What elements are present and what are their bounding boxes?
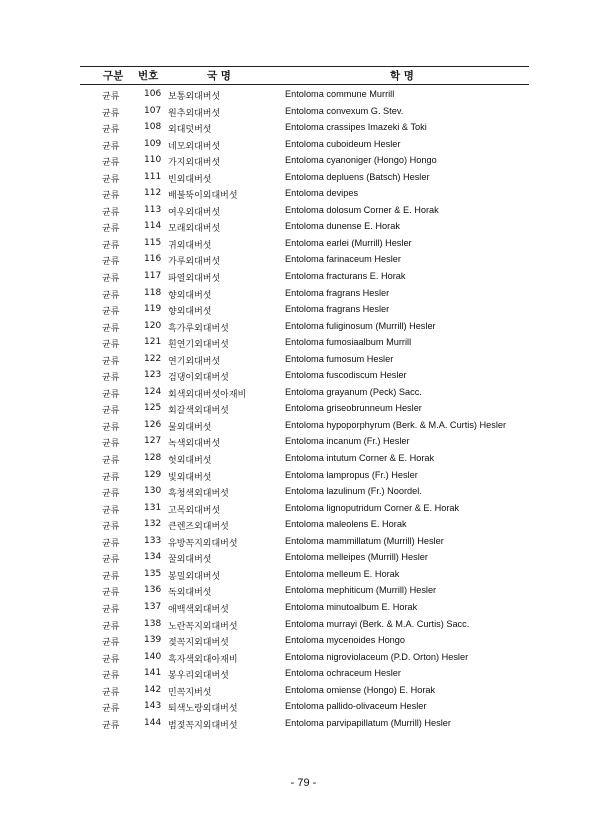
cell-number: 129 [144,469,162,480]
cell-number: 135 [144,568,162,579]
cell-scientific-name: Entoloma intutum Corner & E. Horak [285,453,435,464]
table-row [80,516,529,533]
table-row [80,582,529,599]
cell-scientific-name: Entoloma nigroviolaceum (P.D. Orton) Hesler [285,651,469,662]
cell-korean-name: 빈외대버섯 [168,174,212,185]
cell-number: 125 [144,403,162,414]
cell-korean-name: 회색외대버섯아재비 [168,389,247,400]
table-row [80,301,529,318]
cell-category: 균류 [102,704,120,715]
cell-number: 108 [144,122,162,133]
cell-number: 117 [144,271,162,282]
cell-korean-name: 흑자색외대아재비 [168,654,238,665]
cell-category: 균류 [102,472,120,483]
table-row [80,119,529,136]
cell-category: 균류 [102,108,120,119]
cell-category: 균류 [102,389,120,400]
table-row [80,86,529,103]
cell-category: 균류 [102,340,120,351]
cell-number: 141 [144,668,162,679]
cell-category: 균류 [102,373,120,384]
cell-number: 134 [144,552,162,563]
cell-category: 균류 [102,522,120,533]
table-row [80,417,529,434]
table-row [80,599,529,616]
cell-scientific-name: Entoloma dolosum Corner & E. Horak [285,204,439,215]
cell-korean-name: 향외대버섯 [168,307,212,318]
cell-scientific-name: Entoloma pallido-olivaceum Hesler [285,701,427,712]
cell-scientific-name: Entoloma devipes [285,188,359,199]
table-row [80,251,529,268]
cell-scientific-name: Entoloma melleipes (Murrill) Hesler [285,552,428,563]
table-row [80,665,529,682]
cell-category: 균류 [102,604,120,615]
cell-number: 113 [144,204,162,215]
cell-korean-name: 연기외대버섯 [168,356,221,367]
cell-korean-name: 흑청색외대버섯 [168,489,229,500]
table-row [80,500,529,517]
cell-korean-name: 흰연기외대버섯 [168,340,229,351]
cell-number: 112 [144,188,162,199]
cell-category: 균류 [102,621,120,632]
cell-korean-name: 회갈색외대버섯 [168,406,229,417]
cell-category: 균류 [102,654,120,665]
table-row [80,566,529,583]
cell-scientific-name: Entoloma cyanoniger (Hongo) Hongo [285,155,437,166]
cell-scientific-name: Entoloma depluens (Batsch) Hesler [285,171,430,182]
cell-korean-name: 꿀외대버섯 [168,555,212,566]
cell-korean-name: 파열외대버섯 [168,274,221,285]
table-row [80,649,529,666]
cell-korean-name: 가루외대버섯 [168,257,221,268]
cell-category: 균류 [102,290,120,301]
cell-category: 균류 [102,422,120,433]
cell-korean-name: 유방꼭지외대버섯 [168,538,238,549]
cell-number: 123 [144,370,162,381]
cell-korean-name: 향외대버섯 [168,290,212,301]
table-row [80,185,529,202]
table-row [80,715,529,732]
cell-category: 균류 [102,638,120,649]
cell-category: 균류 [102,92,120,102]
header-korean-name: 국 명 [207,70,231,82]
cell-category: 균류 [102,505,120,516]
cell-scientific-name: Entoloma fuscodiscum Hesler [285,370,407,381]
table-row [80,351,529,368]
table-row [80,682,529,699]
table-body [80,86,529,731]
table-row [80,433,529,450]
cell-scientific-name: Entoloma dunense E. Horak [285,221,400,232]
cell-korean-name: 보통외대버섯 [168,92,221,102]
cell-korean-name: 범젖꼭지외대버섯 [168,720,238,731]
cell-scientific-name: Entoloma mycenoides Hongo [285,635,406,646]
table-header [80,66,529,85]
table-row [80,698,529,715]
cell-number: 128 [144,453,162,464]
cell-korean-name: 봉밀외대버섯 [168,571,221,582]
cell-scientific-name: Entoloma lazulinum (Fr.) Noordel. [285,486,422,497]
cell-category: 균류 [102,158,120,169]
cell-korean-name: 검댕이외대버섯 [168,373,229,384]
cell-category: 균류 [102,125,120,136]
cell-scientific-name: Entoloma incanum (Fr.) Hesler [285,436,410,447]
page-number: - 79 - [290,777,317,789]
cell-number: 116 [144,254,162,265]
cell-scientific-name: Entoloma fragrans Hesler [285,304,390,315]
cell-scientific-name: Entoloma convexum G. Stev. [285,105,404,116]
cell-scientific-name: Entoloma fumosum Hesler [285,353,394,364]
cell-korean-name: 애백색외대버섯 [168,604,229,615]
table-row [80,152,529,169]
cell-category: 균류 [102,207,120,218]
cell-korean-name: 큰렌즈외대버섯 [168,522,229,533]
cell-category: 균류 [102,174,120,185]
cell-number: 137 [144,601,162,612]
cell-korean-name: 녹색외대버섯 [168,439,221,450]
cell-number: 142 [144,684,162,695]
cell-scientific-name: Entoloma mammillatum (Murrill) Hesler [285,535,444,546]
table-row [80,400,529,417]
cell-number: 132 [144,519,162,530]
cell-scientific-name: Entoloma lignoputridum Corner & E. Horak [285,502,460,513]
cell-number: 109 [144,138,162,149]
cell-korean-name: 봉우리외대버섯 [168,671,229,682]
cell-number: 119 [144,304,162,315]
cell-scientific-name: Entoloma omiense (Hongo) E. Horak [285,684,436,695]
table-row [80,367,529,384]
cell-category: 균류 [102,323,120,334]
cell-category: 균류 [102,356,120,367]
cell-scientific-name: Entoloma ochraceum Hesler [285,668,401,679]
table-row [80,218,529,235]
cell-number: 110 [144,155,162,166]
table-row [80,103,529,120]
cell-number: 106 [144,89,162,99]
cell-number: 111 [144,171,162,182]
cell-korean-name: 헛외대버섯 [168,456,212,467]
cell-number: 126 [144,419,162,430]
cell-category: 균류 [102,555,120,566]
cell-category: 균류 [102,406,120,417]
cell-korean-name: 네모외대버섯 [168,141,221,152]
cell-korean-name: 귀외대버섯 [168,240,212,251]
cell-category: 균류 [102,489,120,500]
cell-number: 130 [144,486,162,497]
cell-category: 균류 [102,571,120,582]
cell-scientific-name: Entoloma earlei (Murrill) Hesler [285,237,412,248]
cell-category: 균류 [102,307,120,318]
cell-korean-name: 여우외대버섯 [168,207,221,218]
header-number: 번호 [138,70,159,82]
cell-korean-name: 물외대버섯 [168,422,212,433]
cell-category: 균류 [102,588,120,599]
table-row [80,268,529,285]
cell-scientific-name: Entoloma melleum E. Horak [285,568,400,579]
cell-number: 136 [144,585,162,596]
header-scientific-name: 학 명 [390,70,414,82]
cell-number: 140 [144,651,162,662]
cell-scientific-name: Entoloma fracturans E. Horak [285,271,406,282]
cell-scientific-name: Entoloma crassipes Imazeki & Toki [285,122,427,133]
cell-number: 139 [144,635,162,646]
cell-korean-name: 외대덧버섯 [168,125,212,136]
table-row [80,450,529,467]
cell-korean-name: 고목외대버섯 [168,505,221,516]
cell-category: 균류 [102,687,120,698]
table-row [80,384,529,401]
cell-scientific-name: Entoloma maleolens E. Horak [285,519,407,530]
cell-number: 120 [144,320,162,331]
cell-korean-name: 모래외대버섯 [168,224,221,235]
cell-category: 균류 [102,439,120,450]
cell-number: 143 [144,701,162,712]
cell-scientific-name: Entoloma murrayi (Berk. & M.A. Curtis) Sacc. [285,618,470,629]
cell-number: 107 [144,105,162,116]
cell-korean-name: 독외대버섯 [168,588,212,599]
cell-scientific-name: Entoloma lampropus (Fr.) Hesler [285,469,418,480]
cell-scientific-name: Entoloma mephiticum (Murrill) Hesler [285,585,437,596]
table-row [80,169,529,186]
table-row [80,632,529,649]
cell-korean-name: 젖꼭지외대버섯 [168,638,229,649]
cell-number: 127 [144,436,162,447]
cell-scientific-name: Entoloma griseobrunneum Hesler [285,403,422,414]
cell-scientific-name: Entoloma farinaceum Hesler [285,254,401,265]
table-row [80,467,529,484]
cell-number: 115 [144,237,162,248]
table-row [80,533,529,550]
cell-category: 균류 [102,538,120,549]
table-row [80,285,529,302]
table-row [80,202,529,219]
table-row [80,136,529,153]
cell-number: 114 [144,221,162,232]
cell-scientific-name: Entoloma fragrans Hesler [285,287,390,298]
cell-category: 균류 [102,720,120,731]
cell-scientific-name: Entoloma commune Murrill [285,89,395,99]
cell-number: 122 [144,353,162,364]
cell-scientific-name: Entoloma grayanum (Peck) Sacc. [285,386,422,397]
cell-korean-name: 흑가루외대버섯 [168,323,229,334]
cell-category: 균류 [102,141,120,152]
cell-scientific-name: Entoloma minutoalbum E. Horak [285,601,418,612]
cell-number: 133 [144,535,162,546]
cell-number: 144 [144,717,162,728]
cell-category: 균류 [102,224,120,235]
cell-category: 균류 [102,240,120,251]
cell-category: 균류 [102,456,120,467]
cell-korean-name: 배불뚝이외대버섯 [168,191,238,202]
species-table [80,66,529,731]
table-row [80,318,529,335]
table-row [80,483,529,500]
cell-scientific-name: Entoloma fuliginosum (Murrill) Hesler [285,320,436,331]
cell-number: 131 [144,502,162,513]
cell-scientific-name: Entoloma parvipapillatum (Murrill) Hesler [285,717,451,728]
table-row [80,334,529,351]
header-category: 구분 [103,70,124,82]
table-row [80,235,529,252]
cell-number: 118 [144,287,162,298]
cell-korean-name: 퇴색노랑외대버섯 [168,704,238,715]
cell-korean-name: 민꼭지버섯 [168,687,212,698]
cell-korean-name: 빛외대버섯 [168,472,212,483]
cell-korean-name: 노란꼭지외대버섯 [168,621,238,632]
cell-number: 124 [144,386,162,397]
cell-scientific-name: Entoloma cuboideum Hesler [285,138,401,149]
cell-korean-name: 원추외대버섯 [168,108,221,119]
cell-category: 균류 [102,671,120,682]
cell-number: 121 [144,337,162,348]
cell-category: 균류 [102,257,120,268]
table-row [80,616,529,633]
cell-category: 균류 [102,274,120,285]
cell-scientific-name: Entoloma fumosiaalbum Murrill [285,337,412,348]
cell-korean-name: 가지외대버섯 [168,158,221,169]
cell-number: 138 [144,618,162,629]
cell-category: 균류 [102,191,120,202]
table-row [80,549,529,566]
cell-scientific-name: Entoloma hypoporphyrum (Berk. & M.A. Curtis) Hesler [285,419,507,430]
